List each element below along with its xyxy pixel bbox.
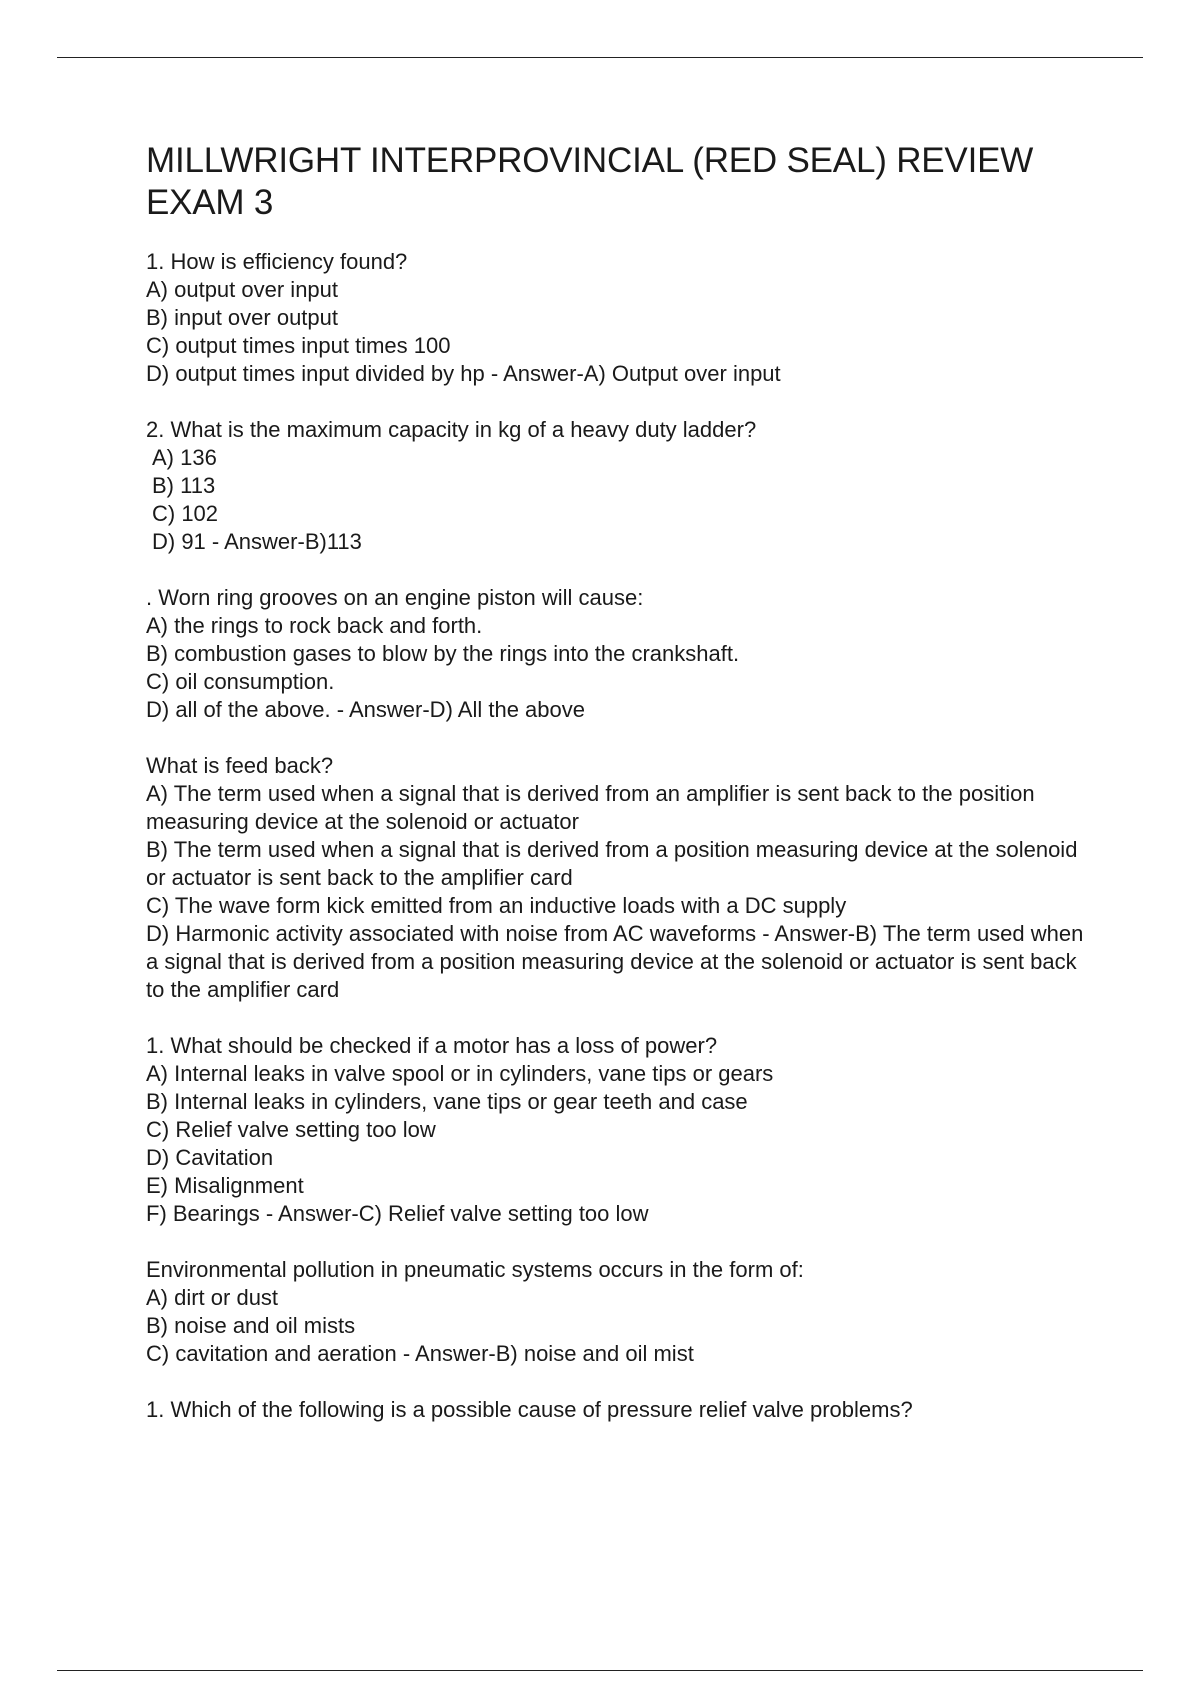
question-stem: 1. How is efficiency found? [146,249,408,274]
option-e: E) Misalignment [146,1173,304,1198]
option-d: D) all of the above. - Answer-D) All the above [146,697,585,722]
question-ring-grooves [146,584,1086,724]
option-d: D) 91 - Answer-B)113 [152,529,362,554]
question-feed-back [146,752,1090,1004]
option-d: D) Cavitation [146,1145,274,1170]
question-stem: 1. Which of the following is a possible cause of pressure relief valve problems? [146,1397,913,1422]
option-f: F) Bearings - Answer-C) Relief valve setting too low [146,1201,649,1226]
top-rule [57,57,1143,58]
bottom-rule [57,1670,1143,1671]
option-c: C) 102 [152,501,219,526]
option-a: A) output over input [146,277,339,302]
option-c: C) output times input times 100 [146,333,451,358]
option-a: A) dirt or dust [146,1285,279,1310]
question-stem: Environmental pollution in pneumatic systems occurs in the form of: [146,1257,804,1282]
question-pneumatic-pollution [146,1256,1086,1368]
option-c: C) oil consumption. [146,669,335,694]
option-c: C) cavitation and aeration - Answer-B) noise and oil mist [146,1341,694,1366]
document-body [146,140,1090,1452]
question-efficiency [146,248,1086,388]
page-title [146,140,1086,224]
option-b: B) input over output [146,305,339,330]
title-line-2: EXAM 3 [146,183,274,222]
option-a: A) Internal leaks in valve spool or in cylinders, vane tips or gears [146,1061,774,1086]
option-a: A) The term used when a signal that is derived from an amplifier is sent back to the position measuring device at the solenoid or actuator [146,781,1041,834]
option-b: B) The term used when a signal that is derived from a position measuring device at the solenoid or actuator is sent back to the amplifier card [146,837,1084,890]
question-relief-valve [146,1396,1086,1424]
question-motor-power-loss [146,1032,1086,1228]
option-d: D) Harmonic activity associated with noise from AC waveforms - Answer-B) The term used when a signal that is derived from a position measuring device at the solenoid or actuator is sent back to the amplifier card [146,921,1090,1002]
option-a: A) the rings to rock back and forth. [146,613,483,638]
option-d: D) output times input divided by hp - Answer-A) Output over input [146,361,781,386]
question-stem: What is feed back? [146,753,334,778]
question-stem: . Worn ring grooves on an engine piston will cause: [146,585,644,610]
option-b: B) 113 [152,473,216,498]
option-a: A) 136 [152,445,217,470]
option-c: C) The wave form kick emitted from an inductive loads with a DC supply [146,893,847,918]
option-b: B) noise and oil mists [146,1313,356,1338]
option-b: B) combustion gases to blow by the rings into the crankshaft. [146,641,740,666]
question-stem: 2. What is the maximum capacity in kg of a heavy duty ladder? [146,417,757,442]
option-b: B) Internal leaks in cylinders, vane tips or gear teeth and case [146,1089,748,1114]
question-stem: 1. What should be checked if a motor has a loss of power? [146,1033,718,1058]
title-line-1: MILLWRIGHT INTERPROVINCIAL (RED SEAL) REVIEW [146,141,1034,180]
option-c: C) Relief valve setting too low [146,1117,436,1142]
question-ladder-capacity [146,416,1086,556]
